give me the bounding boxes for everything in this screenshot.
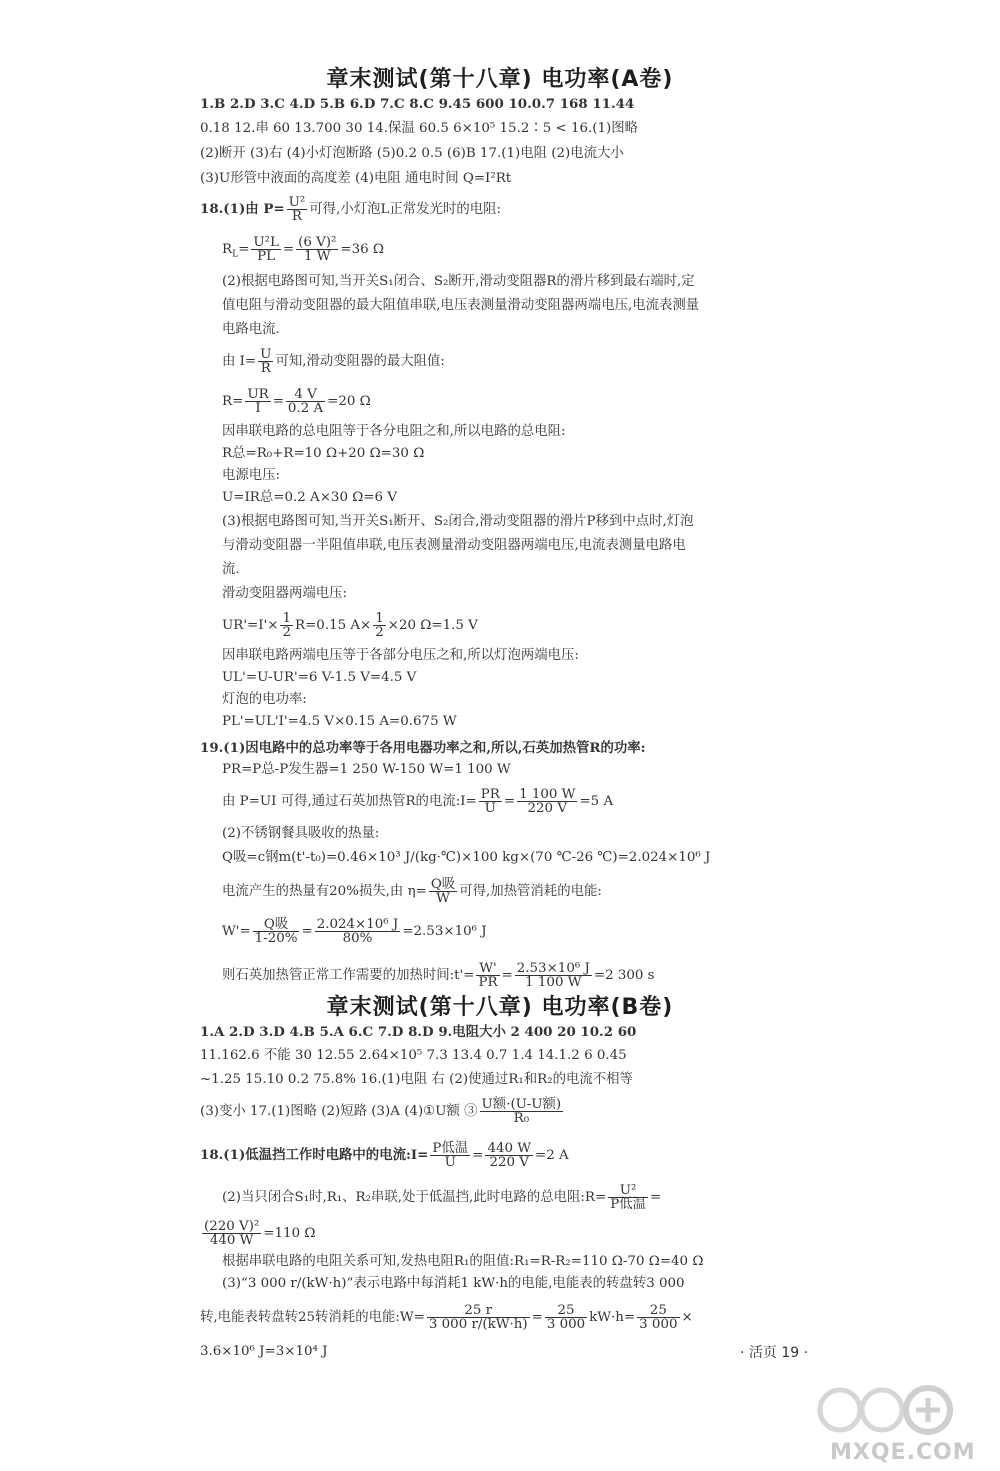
fraction: $\frac{\text{Q吸}}{1-20\%}$: [254, 917, 298, 946]
a18-line-6: 由 I= $\frac{U}{R}$ 可知,滑动变阻器的最大阻值:: [222, 347, 445, 376]
section-b-title: 章末测试(第十八章) 电功率(B卷): [326, 995, 674, 1020]
a18-line-14: 流.: [222, 562, 240, 577]
a19-line-4: (2)不锈钢餐具吸收的热量:: [222, 826, 380, 841]
fraction: $\frac{\text{U²}}{\text{P低温}}$: [610, 1183, 646, 1212]
fraction: $\frac{\text{U²L}}{PL}$: [253, 235, 279, 264]
fraction: $\frac{\text{P低温}}{U}$: [432, 1141, 469, 1170]
fraction: $\frac{\text{(6 V)²}}{1 W}$: [298, 235, 337, 264]
a18-line-20: PL'=UL'I'=4.5 V×0.15 A=0.675 W: [222, 714, 457, 729]
b18-line-6: 转,电能表转盘转25转消耗的电能:W= $\frac{25 r}{3 000 r/(kW\cdot h)}$ = $\frac{25}{3 000}$ kW·h= $\frac{25}{3 000}$ ×: [200, 1303, 693, 1332]
fraction: $\frac{1}{2}$: [375, 611, 384, 640]
b18-line-2: (2)当只闭合S₁时,R₁、R₂串联,处于低温挡,此时电路的总电阻:R= $\frac{\text{U²}}{\text{P低温}}$ =: [222, 1183, 662, 1212]
a18-line-5: 电路电流.: [222, 322, 280, 337]
a18-line-3: (2)根据电路图可知,当开关S₁闭合、S₂断开,滑动变阻器R的滑片移到最右端时,定: [222, 274, 695, 289]
b18-line-1: 18.(1)低温挡工作时电路中的电流:I= $\frac{\text{P低温}}{U}$ = $\frac{440 W}{220 V}$ =2 A: [200, 1141, 569, 1170]
section-b-mc-line-1: 1.A 2.D 3.D 4.B 5.A 6.C 7.D 8.D 9.电阻大小 2 400 20 10.2 60: [200, 1024, 637, 1040]
a18-line-15: 滑动变阻器两端电压:: [222, 586, 348, 601]
a18-line-4: 值电阻与滑动变阻器的最大阻值串联,电压表测量滑动变阻器两端电压,电流表测量: [222, 298, 700, 313]
fraction: $\frac{\text{2.53×10⁶ J}}{1 100 W}$: [516, 961, 590, 990]
b18-line-7: 3.6×10⁶ J=3×10⁴ J: [200, 1344, 328, 1359]
a18-line-18: UL'=U-UR'=6 V-1.5 V=4.5 V: [222, 670, 417, 685]
a18-line-17: 因串联电路两端电压等于各部分电压之和,所以灯泡两端电压:: [222, 648, 579, 663]
fraction: $\frac{\text{Q吸}}{W}$: [430, 877, 456, 906]
b18-line-3: $\frac{\text{(220 V)²}}{440 W}$ =110 Ω: [204, 1219, 316, 1248]
fraction: $\frac{1}{2}$: [282, 611, 291, 640]
a18-line-9: R总=R₀+R=10 Ω+20 Ω=30 Ω: [222, 446, 425, 461]
b18-line-5: (3)“3 000 r/(kW·h)”表示电路中每消耗1 kW·h的电能,电能表的转盘转3 000: [222, 1276, 685, 1291]
a19-line-7: W'= $\frac{\text{Q吸}}{1-20\%}$ = $\frac{\text{2.024×10⁶ J}}{80\%}$ =2.53×10⁶ J: [222, 917, 487, 946]
watermark-text: MXQE.COM: [830, 1440, 976, 1465]
a19-line-8: 则石英加热管正常工作需要的加热时间:t'= $\frac{W'}{PR}$ = $\frac{\text{2.53×10⁶ J}}{1 100 W}$ =2 300 s: [222, 961, 655, 990]
fraction: $\frac{4 V}{0.2 A}$: [287, 387, 324, 416]
a18-line-19: 灯泡的电功率:: [222, 692, 307, 707]
a19-line-5: Q吸=c钢m(t'-t₀)=0.46×10³ J/(kg·℃)×100 kg×(70 ℃-26 ℃)=2.024×10⁶ J: [222, 850, 711, 865]
fraction: $\frac{U}{R}$: [260, 347, 272, 376]
a19-line-1: 19.(1)因电路中的总功率等于各用电器功率之和,所以,石英加热管R的功率:: [200, 740, 646, 756]
a18-line-10: 电源电压:: [222, 468, 281, 483]
fraction: $\frac{\text{(220 V)²}}{440 W}$: [204, 1219, 260, 1248]
fraction: $\frac{1 100 W}{220 V}$: [519, 787, 576, 816]
section-a-title: 章末测试(第十八章) 电功率(A卷): [326, 67, 674, 92]
a18-line-7: R= $\frac{UR}{I}$ = $\frac{4 V}{0.2 A}$ =20 Ω: [222, 387, 371, 416]
a18-line-8: 因串联电路的总电阻等于各分电阻之和,所以电路的总电阻:: [222, 424, 566, 439]
fraction: $\frac{25 r}{3 000 r/(kW\cdot h)}$: [428, 1303, 528, 1332]
a19-line-3: 由 P=UI 可得,通过石英加热管R的电流:I= $\frac{PR}{U}$ = $\frac{1 100 W}{220 V}$ =5 A: [222, 787, 614, 816]
a19-line-6: 电流产生的热量有20%损失,由 η= $\frac{\text{Q吸}}{W}$ 可得,加热管消耗的电能:: [222, 877, 602, 906]
section-a-mc-line-3: (2)断开 (3)右 (4)小灯泡断路 (5)0.2 0.5 (6)B 17.(1)电阻 (2)电流大小: [200, 146, 624, 161]
section-b-mc-line-4: (3)变小 17.(1)图略 (2)短路 (3)A (4)①U额 ③ $\frac{\text{U额·(U-U额)}}{\text{R₀}}$: [200, 1097, 562, 1126]
fraction: $\frac{UR}{I}$: [247, 387, 269, 416]
fraction: $\frac{\text{2.024×10⁶ J}}{80\%}$: [316, 917, 399, 946]
fraction: $\frac{PR}{U}$: [480, 787, 500, 816]
section-b-mc-line-2: 11.162.6 不能 30 12.55 2.64×10⁵ 7.3 13.4 0.7 1.4 14.1.2 6 0.45: [200, 1048, 627, 1063]
a18-line-13: 与滑动变阻器一半阻值串联,电压表测量滑动变阻器两端电压,电流表测量电路电: [222, 538, 686, 553]
fraction: $\frac{\text{U²}}{R}$: [288, 195, 306, 224]
fraction: $\frac{25}{3 000}$: [639, 1303, 678, 1332]
section-a-mc-line-2: 0.18 12.串 60 13.700 30 14.保温 60.5 6×10⁵ 15.2∶5 < 16.(1)图略: [200, 121, 639, 136]
b18-line-4: 根据串联电路的电阻关系可知,发热电阻R₁的阻值:R₁=R-R₂=110 Ω-70 Ω=40 Ω: [222, 1254, 704, 1269]
a18-line-16: UR'=I'× $\frac{1}{2}$ R=0.15 A× $\frac{1}{2}$ ×20 Ω=1.5 V: [222, 611, 478, 640]
a18-line-12: (3)根据电路图可知,当开关S₁断开、S₂闭合,滑动变阻器的滑片P移到中点时,灯泡: [222, 514, 694, 529]
section-b-mc-line-3: ~1.25 15.10 0.2 75.8% 16.(1)电阻 右 (2)使通过R₁和R₂的电流不相等: [200, 1072, 633, 1087]
a18-line-11: U=IR总=0.2 A×30 Ω=6 V: [222, 490, 397, 505]
fraction: $\frac{\text{U额·(U-U额)}}{\text{R₀}}$: [481, 1097, 562, 1126]
page-number: · 活页 19 ·: [740, 1345, 809, 1361]
fraction: $\frac{440 W}{220 V}$: [487, 1141, 532, 1170]
section-a-mc-line-1: 1.B 2.D 3.C 4.D 5.B 6.D 7.C 8.C 9.45 600 10.0.7 168 11.44: [200, 96, 635, 112]
a19-line-2: PR=P总-P发生器=1 250 W-150 W=1 100 W: [222, 762, 511, 777]
fraction: $\frac{W'}{PR}$: [478, 961, 498, 990]
fraction: $\frac{25}{3 000}$: [546, 1303, 586, 1332]
a18-line-1: 18.(1)由 P= $\frac{\text{U²}}{R}$ 可得,小灯泡L正常发光时的电阻:: [200, 195, 502, 224]
section-a-mc-line-4: (3)U形管中液面的高度差 (4)电阻 通电时间 Q=I²Rt: [200, 171, 512, 186]
a18-line-2: $R_L=$ $\frac{\text{U²L}}{PL}$ = $\frac{\text{(6 V)²}}{1 W}$ =36 Ω: [222, 235, 384, 264]
